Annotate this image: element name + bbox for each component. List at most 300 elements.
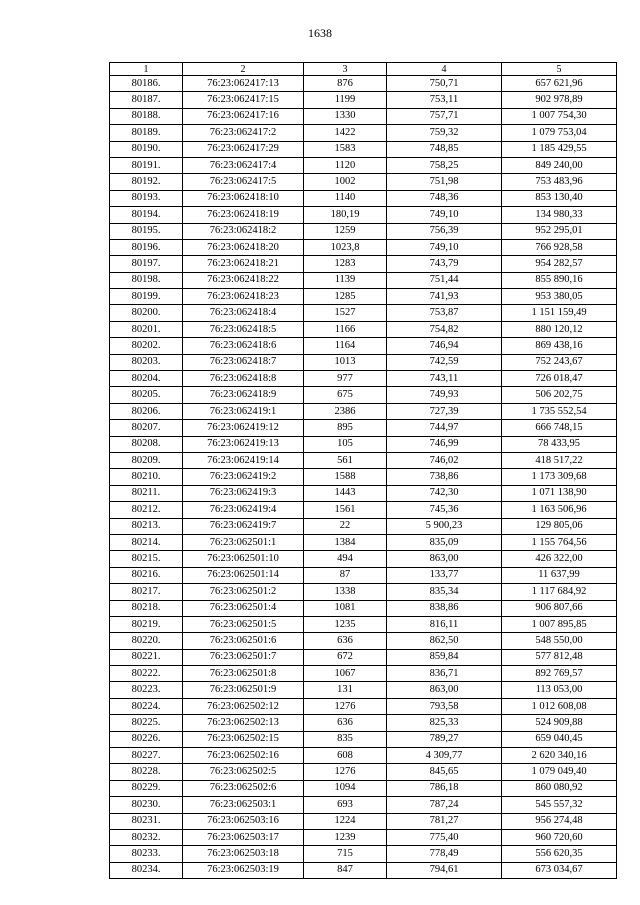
rate-cell: 744,97 [387,420,502,436]
cadastral-number-cell: 76:23:062501:4 [183,600,304,616]
row-number-cell: 80232. [110,829,183,845]
row-number-cell: 80190. [110,141,183,157]
column-header-2: 2 [183,63,304,76]
column-header-1: 1 [110,63,183,76]
table-row [110,731,617,747]
row-number-cell: 80227. [110,748,183,764]
row-number-cell: 80224. [110,698,183,714]
row-number-cell: 80198. [110,272,183,288]
area-cell: 847 [304,862,387,878]
table-row [110,551,617,567]
value-cell: 506 202,75 [502,387,617,403]
area-cell: 1067 [304,666,387,682]
value-cell: 1 163 506,96 [502,502,617,518]
area-cell: 636 [304,715,387,731]
table-row [110,239,617,255]
cadastral-number-cell: 76:23:062418:20 [183,239,304,255]
row-number-cell: 80193. [110,190,183,206]
row-number-cell: 80210. [110,469,183,485]
row-number-cell: 80205. [110,387,183,403]
rate-cell: 753,11 [387,92,502,108]
rate-cell: 787,24 [387,797,502,813]
table-row [110,649,617,665]
value-cell: 953 380,05 [502,289,617,305]
rate-cell: 743,11 [387,371,502,387]
row-number-cell: 80208. [110,436,183,452]
row-number-cell: 80187. [110,92,183,108]
cadastral-number-cell: 76:23:062502:16 [183,748,304,764]
rate-cell: 746,02 [387,452,502,468]
rate-cell: 845,65 [387,764,502,780]
value-cell: 11 637,99 [502,567,617,583]
table-row [110,436,617,452]
value-cell: 902 978,89 [502,92,617,108]
area-cell: 1422 [304,125,387,141]
area-cell: 1199 [304,92,387,108]
value-cell: 726 018,47 [502,371,617,387]
cadastral-number-cell: 76:23:062502:15 [183,731,304,747]
table-row [110,174,617,190]
cadastral-number-cell: 76:23:062501:9 [183,682,304,698]
table-row [110,846,617,862]
table-row [110,485,617,501]
area-cell: 1239 [304,829,387,845]
rate-cell: 835,34 [387,584,502,600]
rate-cell: 743,79 [387,256,502,272]
area-cell: 977 [304,371,387,387]
row-number-cell: 80219. [110,616,183,632]
row-number-cell: 80186. [110,76,183,92]
cadastral-number-cell: 76:23:062501:10 [183,551,304,567]
row-number-cell: 80202. [110,338,183,354]
cadastral-number-cell: 76:23:062501:14 [183,567,304,583]
row-number-cell: 80218. [110,600,183,616]
row-number-cell: 80212. [110,502,183,518]
row-number-cell: 80206. [110,403,183,419]
row-number-cell: 80197. [110,256,183,272]
column-header-4: 4 [387,63,502,76]
table-row [110,502,617,518]
row-number-cell: 80226. [110,731,183,747]
rate-cell: 738,86 [387,469,502,485]
rate-cell: 745,36 [387,502,502,518]
table-body [110,76,617,879]
row-number-cell: 80222. [110,666,183,682]
value-cell: 956 274,48 [502,813,617,829]
table-row [110,862,617,878]
cadastral-number-cell: 76:23:062418:6 [183,338,304,354]
table-row [110,321,617,337]
table-row [110,764,617,780]
rate-cell: 751,98 [387,174,502,190]
table-row [110,616,617,632]
row-number-cell: 80199. [110,289,183,305]
value-cell: 129 805,06 [502,518,617,534]
row-number-cell: 80213. [110,518,183,534]
value-cell: 1 117 684,92 [502,584,617,600]
cadastral-number-cell: 76:23:062501:2 [183,584,304,600]
value-cell: 577 812,48 [502,649,617,665]
area-cell: 1164 [304,338,387,354]
value-cell: 952 295,01 [502,223,617,239]
rate-cell: 133,77 [387,567,502,583]
area-cell: 895 [304,420,387,436]
row-number-cell: 80201. [110,321,183,337]
rate-cell: 862,50 [387,633,502,649]
value-cell: 906 807,66 [502,600,617,616]
rate-cell: 863,00 [387,682,502,698]
area-cell: 1527 [304,305,387,321]
rate-cell: 838,86 [387,600,502,616]
value-cell: 855 890,16 [502,272,617,288]
cadastral-number-cell: 76:23:062503:18 [183,846,304,862]
area-cell: 180,19 [304,207,387,223]
area-cell: 1588 [304,469,387,485]
value-cell: 954 282,57 [502,256,617,272]
table-row [110,125,617,141]
row-number-cell: 80216. [110,567,183,583]
area-cell: 1094 [304,780,387,796]
cadastral-number-cell: 76:23:062418:22 [183,272,304,288]
rate-cell: 750,71 [387,76,502,92]
table-row [110,600,617,616]
cadastral-number-cell: 76:23:062419:2 [183,469,304,485]
rate-cell: 794,61 [387,862,502,878]
table-row [110,518,617,534]
rate-cell: 753,87 [387,305,502,321]
area-cell: 1443 [304,485,387,501]
cadastral-number-cell: 76:23:062419:7 [183,518,304,534]
table-header-row [110,63,617,76]
rate-cell: 748,85 [387,141,502,157]
rate-cell: 863,00 [387,551,502,567]
table-row [110,354,617,370]
cadastral-number-cell: 76:23:062418:23 [183,289,304,305]
rate-cell: 749,10 [387,207,502,223]
row-number-cell: 80203. [110,354,183,370]
cadastral-number-cell: 76:23:062419:14 [183,452,304,468]
value-cell: 766 928,58 [502,239,617,255]
area-cell: 1120 [304,157,387,173]
table-row [110,469,617,485]
column-header-5: 5 [502,63,617,76]
row-number-cell: 80200. [110,305,183,321]
rate-cell: 781,27 [387,813,502,829]
value-cell: 1 151 159,49 [502,305,617,321]
row-number-cell: 80194. [110,207,183,223]
cadastral-number-cell: 76:23:062419:13 [183,436,304,452]
cadastral-number-cell: 76:23:062502:5 [183,764,304,780]
cadastral-number-cell: 76:23:062418:5 [183,321,304,337]
table-row [110,534,617,550]
area-cell: 1285 [304,289,387,305]
table-row [110,190,617,206]
cadastral-number-cell: 76:23:062417:15 [183,92,304,108]
row-number-cell: 80207. [110,420,183,436]
value-cell: 869 438,16 [502,338,617,354]
rate-cell: 786,18 [387,780,502,796]
cadastral-number-cell: 76:23:062418:19 [183,207,304,223]
area-cell: 1013 [304,354,387,370]
rate-cell: 4 309,77 [387,748,502,764]
value-cell: 1 185 429,55 [502,141,617,157]
value-cell: 753 483,96 [502,174,617,190]
table-row [110,715,617,731]
row-number-cell: 80209. [110,452,183,468]
rate-cell: 758,25 [387,157,502,173]
rate-cell: 825,33 [387,715,502,731]
area-cell: 2386 [304,403,387,419]
area-cell: 693 [304,797,387,813]
area-cell: 1002 [304,174,387,190]
table-row [110,633,617,649]
table-row [110,141,617,157]
value-cell: 960 720,60 [502,829,617,845]
area-cell: 715 [304,846,387,862]
value-cell: 666 748,15 [502,420,617,436]
row-number-cell: 80195. [110,223,183,239]
rate-cell: 756,39 [387,223,502,239]
value-cell: 78 433,95 [502,436,617,452]
table-row [110,797,617,813]
rate-cell: 746,94 [387,338,502,354]
row-number-cell: 80188. [110,108,183,124]
area-cell: 1276 [304,764,387,780]
cadastral-number-cell: 76:23:062503:1 [183,797,304,813]
area-cell: 1330 [304,108,387,124]
value-cell: 860 080,92 [502,780,617,796]
area-cell: 22 [304,518,387,534]
row-number-cell: 80196. [110,239,183,255]
value-cell: 1 735 552,54 [502,403,617,419]
cadastral-number-cell: 76:23:062501:1 [183,534,304,550]
rate-cell: 749,93 [387,387,502,403]
table-row [110,272,617,288]
table-row [110,157,617,173]
table-row [110,108,617,124]
rate-cell: 751,44 [387,272,502,288]
table-row [110,387,617,403]
table-row [110,780,617,796]
value-cell: 1 079 753,04 [502,125,617,141]
cadastral-number-cell: 76:23:062417:29 [183,141,304,157]
row-number-cell: 80214. [110,534,183,550]
table-row [110,829,617,845]
value-cell: 1 007 754,30 [502,108,617,124]
value-cell: 673 034,67 [502,862,617,878]
cadastral-number-cell: 76:23:062417:4 [183,157,304,173]
cadastral-number-cell: 76:23:062503:19 [183,862,304,878]
area-cell: 1384 [304,534,387,550]
rate-cell: 748,36 [387,190,502,206]
cadastral-number-cell: 76:23:062418:7 [183,354,304,370]
cadastral-number-cell: 76:23:062417:13 [183,76,304,92]
area-cell: 672 [304,649,387,665]
area-cell: 1583 [304,141,387,157]
value-cell: 880 120,12 [502,321,617,337]
row-number-cell: 80217. [110,584,183,600]
rate-cell: 836,71 [387,666,502,682]
row-number-cell: 80221. [110,649,183,665]
table-row [110,403,617,419]
area-cell: 1235 [304,616,387,632]
row-number-cell: 80234. [110,862,183,878]
cadastral-number-cell: 76:23:062417:2 [183,125,304,141]
rate-cell: 742,30 [387,485,502,501]
rate-cell: 778,49 [387,846,502,862]
rate-cell: 775,40 [387,829,502,845]
cadastral-number-cell: 76:23:062501:6 [183,633,304,649]
cadastral-number-cell: 76:23:062502:12 [183,698,304,714]
area-cell: 1283 [304,256,387,272]
row-number-cell: 80215. [110,551,183,567]
table-row [110,584,617,600]
rate-cell: 754,82 [387,321,502,337]
value-cell: 1 071 138,90 [502,485,617,501]
cadastral-number-cell: 76:23:062501:8 [183,666,304,682]
table-row [110,698,617,714]
table-row [110,223,617,239]
cadastral-number-cell: 76:23:062417:16 [183,108,304,124]
cadastral-number-cell: 76:23:062502:6 [183,780,304,796]
area-cell: 876 [304,76,387,92]
cadastral-number-cell: 76:23:062418:9 [183,387,304,403]
value-cell: 556 620,35 [502,846,617,862]
value-cell: 1 007 895,85 [502,616,617,632]
cadastral-number-cell: 76:23:062418:2 [183,223,304,239]
rate-cell: 741,93 [387,289,502,305]
rate-cell: 742,59 [387,354,502,370]
area-cell: 1561 [304,502,387,518]
rate-cell: 859,84 [387,649,502,665]
cadastral-number-cell: 76:23:062419:4 [183,502,304,518]
rate-cell: 746,99 [387,436,502,452]
table-row [110,452,617,468]
rate-cell: 727,39 [387,403,502,419]
table-row [110,748,617,764]
row-number-cell: 80220. [110,633,183,649]
row-number-cell: 80228. [110,764,183,780]
area-cell: 561 [304,452,387,468]
table-row [110,289,617,305]
area-cell: 636 [304,633,387,649]
column-header-3: 3 [304,63,387,76]
cadastral-number-cell: 76:23:062501:5 [183,616,304,632]
cadastral-number-cell: 76:23:062501:7 [183,649,304,665]
row-number-cell: 80231. [110,813,183,829]
area-cell: 1140 [304,190,387,206]
area-cell: 1139 [304,272,387,288]
area-cell: 1081 [304,600,387,616]
row-number-cell: 80230. [110,797,183,813]
table-row [110,682,617,698]
rate-cell: 835,09 [387,534,502,550]
value-cell: 113 053,00 [502,682,617,698]
area-cell: 835 [304,731,387,747]
cadastral-number-cell: 76:23:062418:10 [183,190,304,206]
value-cell: 1 155 764,56 [502,534,617,550]
cadastral-number-cell: 76:23:062502:13 [183,715,304,731]
area-cell: 1259 [304,223,387,239]
value-cell: 853 130,40 [502,190,617,206]
area-cell: 608 [304,748,387,764]
value-cell: 418 517,22 [502,452,617,468]
value-cell: 752 243,67 [502,354,617,370]
table-row [110,666,617,682]
table-row [110,371,617,387]
value-cell: 134 980,33 [502,207,617,223]
area-cell: 1166 [304,321,387,337]
area-cell: 1276 [304,698,387,714]
area-cell: 494 [304,551,387,567]
value-cell: 1 012 608,08 [502,698,617,714]
value-cell: 548 550,00 [502,633,617,649]
value-cell: 659 040,45 [502,731,617,747]
cadastral-number-cell: 76:23:062418:21 [183,256,304,272]
cadastral-number-cell: 76:23:062419:12 [183,420,304,436]
rate-cell: 759,32 [387,125,502,141]
area-cell: 675 [304,387,387,403]
row-number-cell: 80223. [110,682,183,698]
rate-cell: 757,71 [387,108,502,124]
rate-cell: 749,10 [387,239,502,255]
table-row [110,256,617,272]
area-cell: 105 [304,436,387,452]
cadastral-number-cell: 76:23:062417:5 [183,174,304,190]
rate-cell: 793,58 [387,698,502,714]
value-cell: 426 322,00 [502,551,617,567]
value-cell: 892 769,57 [502,666,617,682]
table-row [110,305,617,321]
value-cell: 1 173 309,68 [502,469,617,485]
value-cell: 2 620 340,16 [502,748,617,764]
cadastral-number-cell: 76:23:062418:8 [183,371,304,387]
cadastral-table [109,62,617,879]
area-cell: 131 [304,682,387,698]
rate-cell: 789,27 [387,731,502,747]
area-cell: 1023,8 [304,239,387,255]
cadastral-number-cell: 76:23:062419:1 [183,403,304,419]
row-number-cell: 80189. [110,125,183,141]
page-number: 1638 [308,26,332,40]
row-number-cell: 80204. [110,371,183,387]
rate-cell: 816,11 [387,616,502,632]
table-row [110,420,617,436]
table-row [110,207,617,223]
rate-cell: 5 900,23 [387,518,502,534]
area-cell: 1338 [304,584,387,600]
table-row [110,76,617,92]
table-row [110,813,617,829]
value-cell: 849 240,00 [502,157,617,173]
cadastral-number-cell: 76:23:062503:17 [183,829,304,845]
table-row [110,567,617,583]
cadastral-number-cell: 76:23:062503:16 [183,813,304,829]
value-cell: 545 557,32 [502,797,617,813]
area-cell: 1224 [304,813,387,829]
row-number-cell: 80229. [110,780,183,796]
table-row [110,338,617,354]
row-number-cell: 80211. [110,485,183,501]
row-number-cell: 80225. [110,715,183,731]
cadastral-number-cell: 76:23:062418:4 [183,305,304,321]
value-cell: 1 079 049,40 [502,764,617,780]
table-row [110,92,617,108]
area-cell: 87 [304,567,387,583]
row-number-cell: 80192. [110,174,183,190]
value-cell: 657 621,96 [502,76,617,92]
row-number-cell: 80233. [110,846,183,862]
